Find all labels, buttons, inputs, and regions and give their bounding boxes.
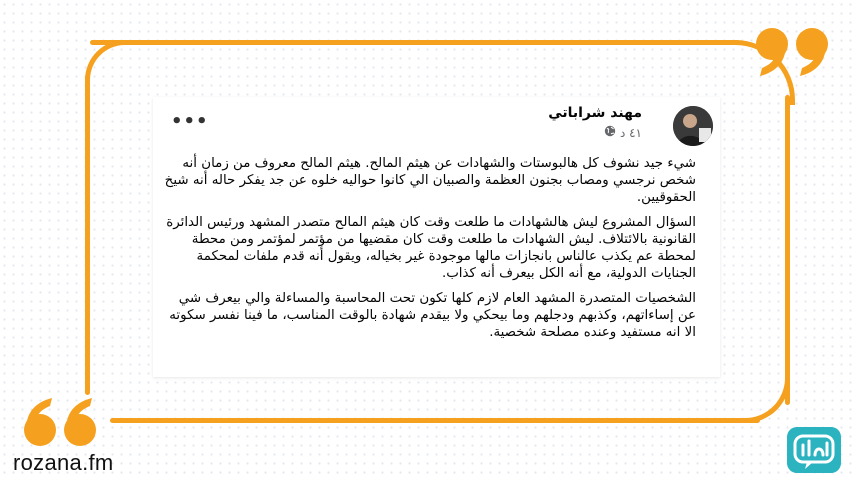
quote-open-icon <box>16 396 100 452</box>
frame-right-line <box>785 95 790 405</box>
post-paragraph: شيء جيد نشوف كل هالبوستات والشهادات عن هيثم المالح. هيثم المالح معروف من زمان أنه شخص نرجسي ومصاب بجنون العظمة والصبيان الي كانوا حواليه خلوه عن جد يفكر حاله أنه شيخ الحقوقيين. <box>164 156 696 205</box>
frame-bottom-right-corner <box>740 375 790 423</box>
frame-left-line <box>85 75 90 395</box>
post-paragraph: الشخصيات المتصدرة المشهد العام لازم كلها تكون تحت المحاسبة والمساءلة والي بيعرف شي عن إساءاتهم، وكذبهم ودجلهم وما بيحكي ولا بيقدم شهادة بالوقت المناسب، ما فينا نفسر سكوته الا انه مستفيد وعنده مصلحة شخصية. <box>169 291 696 340</box>
post-time[interactable]: ٤١ د <box>619 125 642 140</box>
post-author[interactable]: مهند شراباتي <box>548 105 642 121</box>
post-body <box>161 155 696 349</box>
site-logo-text: rozana.fm <box>13 450 114 475</box>
globe-icon <box>604 125 616 140</box>
author-avatar[interactable] <box>673 106 713 146</box>
quote-close-icon <box>752 22 836 78</box>
post-paragraph: السؤال المشروع ليش هالشهادات ما طلعت وقت كان هيثم المالح متصدر المشهد ورئيس الدائرة القانونية بالائتلاف. ليش الشهادات ما طلعت وقت كان مقضيها من مؤتمر لمؤتمر ومن محطة لمحطة عم يكذب عالناس بانجازات مالها موجودة غير بخياله، ويقول أنه قدم ملفات لمحكمة الجنايات الدولية، مع أنه الكل بيعرف أنه كذاب. <box>166 215 696 281</box>
brand-logo-icon <box>787 427 841 473</box>
frame-top-left-corner <box>85 40 130 85</box>
frame-top-line <box>90 40 740 45</box>
post-meta <box>604 125 642 140</box>
more-options-icon[interactable]: ••• <box>171 111 209 132</box>
post-card <box>153 97 720 377</box>
frame-bottom-line <box>110 418 760 423</box>
